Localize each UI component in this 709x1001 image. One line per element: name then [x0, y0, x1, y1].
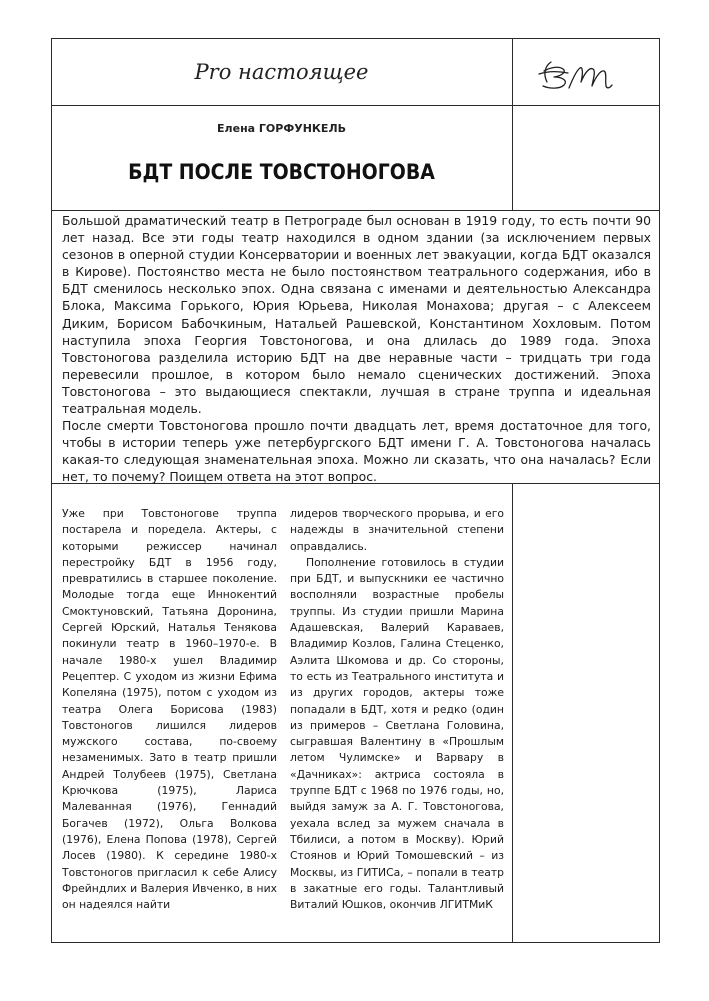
body-paragraph: Уже при Товстоногове труппа постарела и поредела. Актеры, с которыми режиссер начинал перестройку БДТ в 1956 году, превратились в старшее поколение. Молодые тогда еще Иннокентий Смоктуновский, Татьяна Доронина, Сергей Юрский, Наталья Тенякова покинули театр в 1960–1970-е. В начале 1980-х ушел Владимир Рецептер. С уходом из жизни Ефима Копеляна (1975), потом с уходом из театра Олега Борисова (1983) Товстоногов лишился лидеров мужского состава, по-своему незаменимых. Зато в театр пришли Андрей Толубеев (1975), Светлана Крючкова (1975), Лариса Малеванная (1976), Геннадий Богачев (1972), Ольга Волкова (1976), Елена Попова (1978), Сергей Лосев (1980). К середине 1980-х Товстоногов пригласил к себе Алису Фрейндлих и Валерия Ивченко, в них он надеялся найти	[62, 507, 277, 912]
body-paragraph: лидеров творческого прорыва, и его надежды в значительной степени оправдались.	[290, 507, 504, 553]
body-column-left	[62, 506, 277, 913]
article-title: БДТ ПОСЛЕ ТОВСТОНОГОВА	[128, 160, 435, 184]
logo-monogram-icon	[513, 38, 660, 105]
section-heading: Pro настоящее	[194, 59, 369, 84]
body-paragraph: Пополнение готовилось в студии при БДТ, и выпускники ее частично восполняли возрастные пробелы труппы. Из студии пришли Марина Адашевская, Валерий Караваев, Владимир Козлов, Галина Стеценко, Аэлита Шкомова и др. Со стороны, то есть из Театрального института и из других городов, актеры тоже попадали в БДТ, хотя и редко (один из примеров – Светлана Головина, сыгравшая Валентину в «Прошлым летом Чулимске» и Варвару в «Дачниках»: актриса состояла в труппе БДТ с 1968 по 1976 годы, но, выйдя замуж за А. Г. Товстоногова, уехала вслед за мужем сначала в Тбилиси, а потом в Москву). Юрий Стоянов и Юрий Томошевский – из Москвы, из ГИТИСа, – попали в театр в закатные его годы. Талантливый Виталий Юшков, окончив ЛГИТМиК	[290, 555, 504, 912]
body-column-right	[290, 506, 504, 913]
article-lead	[62, 212, 651, 486]
lead-paragraph: После смерти Товстоногова прошло почти двадцать лет, время достаточное для того, чтобы в истории теперь уже петербургского БДТ имени Г. А. Товстоногова началась какая-то следующая знаменательная эпоха. Можно ли сказать, что она началась? Если нет, то почему? Поищем ответа на этот вопрос.	[62, 418, 651, 485]
header-divider	[51, 105, 660, 106]
frame-bottom-border	[51, 942, 660, 943]
lead-paragraph: Большой драматический театр в Петрограде был основан в 1919 году, то есть почти 90 лет назад. Все эти годы театр находился в одном здании (за исключением первых сезонов в оперной студии Консерватории и военных лет эвакуации, когда БДТ оказался в Кирове). Постоянство места не было постоянством театрального содержания, ибо в БДТ сменилось несколько эпох. Одна связана с именами и деятельностью Александра Блока, Максима Горького, Юрия Юрьева, Николая Монахова; другая – с Алексеем Диким, Борисом Бабочкиным, Натальей Рашевской, Константином Хохловым. Потом наступила эпоха Георгия Товстоногова, и она длилась до 1989 года. Эпоха Товстоногова разделила историю БДТ на две неравные части – тридцать три года перевесили прошлое, в котором было немало сценических достижений. Эпоха Товстоногова – это выдающиеся спектакли, лучшая в стране труппа и идеальная театральная модель.	[62, 213, 651, 417]
title-block-divider	[51, 210, 660, 211]
logo	[513, 38, 660, 105]
author-name: Елена ГОРФУНКЕЛЬ	[217, 122, 346, 135]
body-column-divider	[512, 483, 513, 943]
frame-right-border	[659, 38, 660, 943]
